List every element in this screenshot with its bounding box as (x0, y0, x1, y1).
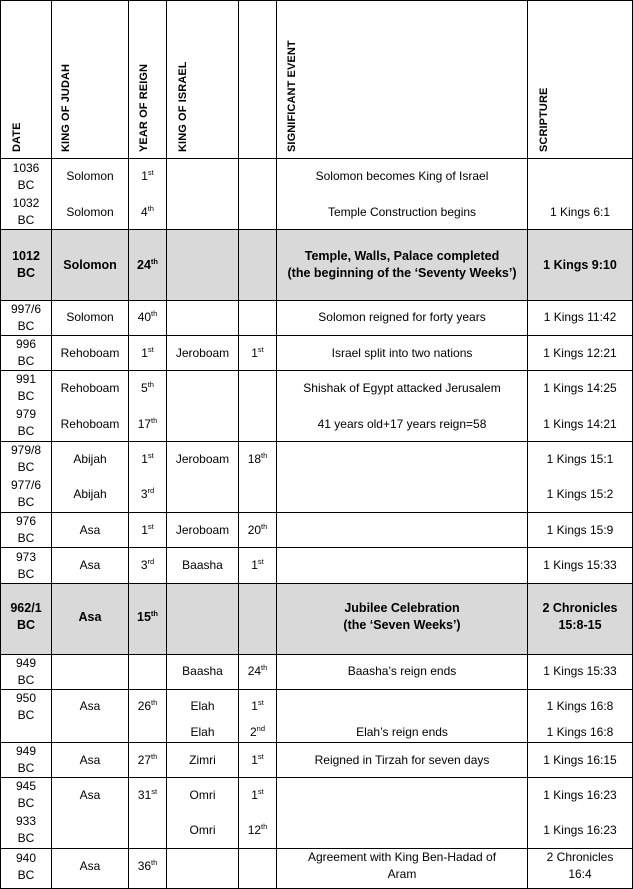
king-israel-cell: Baasha (182, 664, 223, 678)
date-cell: 945 BC (15, 779, 37, 810)
king-israel-cell: Omri (189, 788, 216, 802)
event-cell: Solomon reigned for forty years (318, 310, 486, 324)
event-cell: Shishak of Egypt attacked Jerusalem (303, 381, 501, 395)
date-cell: 949 BC (15, 656, 37, 687)
date-cell: 991 BC (15, 372, 37, 403)
israel-year-cell: 1st (251, 345, 264, 360)
event-cell: Agreement with King Ben-Hadad of Aram (307, 850, 497, 881)
king-judah-cell: Rehoboam (60, 346, 120, 360)
event-cell: Jubilee Celebration (the ‘Seven Weeks’) (343, 601, 461, 632)
date-cell: 977/6 BC (10, 478, 42, 509)
king-judah-cell: Solomon (66, 169, 114, 183)
event-cell: Solomon becomes King of Israel (315, 169, 489, 183)
king-judah-cell: Asa (79, 523, 101, 537)
year-cell: 26th (137, 698, 158, 713)
king-israel-cell: Zimri (189, 753, 216, 767)
year-cell: 24th (137, 257, 158, 272)
event-cell: Baasha’s reign ends (347, 664, 457, 678)
scripture-cell: 1 Kings 15:2 (546, 487, 614, 501)
scripture-cell: 1 Kings 16:23 (543, 823, 617, 837)
year-cell: 3rd (140, 486, 155, 501)
israel-year-cell: 1st (251, 557, 264, 572)
israel-year-cell: 1st (251, 787, 264, 802)
scripture-cell: 1 Kings 15:1 (546, 452, 614, 466)
king-judah-cell: Solomon (66, 310, 114, 324)
date-cell: 1012 BC (12, 249, 40, 280)
king-judah-cell: Abijah (73, 452, 107, 466)
king-israel-cell: Baasha (182, 558, 223, 572)
israel-year-cell: 12th (247, 822, 268, 837)
date-cell: 973 BC (15, 550, 37, 581)
date-cell: 949 BC (15, 744, 37, 775)
scripture-cell: 1 Kings 6:1 (549, 205, 611, 219)
date-cell: 979/8 BC (10, 443, 42, 474)
event-cell: Elah’s reign ends (356, 725, 448, 739)
year-cell: 1st (141, 345, 154, 360)
israel-year-cell: 1st (251, 752, 264, 767)
king-judah-cell: Solomon (66, 205, 114, 219)
israel-year-cell: 2nd (249, 724, 266, 739)
king-judah-cell: Solomon (63, 258, 117, 272)
king-israel-cell: Elah (190, 725, 215, 739)
israel-year-cell: 1st (251, 698, 264, 713)
king-judah-cell: Abijah (73, 487, 107, 501)
king-israel-cell: Jeroboam (175, 452, 230, 466)
date-cell: 996 BC (15, 337, 37, 368)
date-cell: 979 BC (15, 407, 37, 438)
scripture-cell: 1 Kings 16:23 (543, 788, 617, 802)
king-judah-cell: Asa (78, 610, 102, 624)
header-year-of-reign: YEAR OF REIGN (138, 63, 150, 152)
king-judah-cell: Asa (79, 558, 101, 572)
year-cell: 1st (141, 522, 154, 537)
header-king-of-israel: KING OF ISRAEL (177, 61, 189, 152)
date-cell: 997/6 BC (10, 302, 42, 333)
year-cell: 3rd (140, 557, 155, 572)
israel-year-cell: 20th (247, 522, 268, 537)
king-israel-cell: Elah (190, 699, 215, 713)
event-cell: Israel split into two nations (331, 346, 473, 360)
scripture-cell: 1 Kings 15:9 (546, 523, 614, 537)
king-judah-cell: Rehoboam (60, 417, 120, 431)
scripture-cell: 2 Chronicles 15:8-15 (542, 601, 618, 632)
scripture-cell: 1 Kings 15:33 (543, 664, 617, 678)
date-cell: 950 BC (15, 691, 37, 722)
event-cell: Temple, Walls, Palace completed (the beginning of the ‘Seventy Weeks’) (287, 249, 517, 280)
year-cell: 17th (137, 416, 158, 431)
scripture-cell: 1 Kings 16:15 (543, 753, 617, 767)
date-cell: 976 BC (15, 514, 37, 545)
king-judah-cell: Asa (79, 788, 101, 802)
event-cell: Temple Construction begins (327, 205, 477, 219)
scripture-cell: 1 Kings 11:42 (543, 310, 617, 324)
date-cell: 933 BC (15, 814, 37, 845)
king-judah-cell: Asa (79, 859, 101, 873)
date-cell: 1036 BC (12, 161, 40, 192)
scripture-cell: 2 Chronicles 16:4 (546, 850, 614, 881)
scripture-cell: 1 Kings 12:21 (543, 346, 617, 360)
header-significant-event: SIGNIFICANT EVENT (286, 40, 298, 152)
year-cell: 1st (141, 451, 154, 466)
date-cell: 962/1 BC (10, 601, 42, 632)
event-cell: 41 years old+17 years reign=58 (317, 417, 487, 431)
king-israel-cell: Jeroboam (175, 523, 230, 537)
scripture-cell: 1 Kings 16:8 (546, 725, 614, 739)
year-cell: 15th (137, 609, 158, 624)
scripture-cell: 1 Kings 14:25 (543, 381, 617, 395)
year-cell: 1st (141, 168, 154, 183)
year-cell: 36th (137, 858, 158, 873)
header-scripture: SCRIPTURE (538, 87, 550, 152)
header-king-of-judah: KING OF JUDAH (60, 63, 72, 152)
israel-year-cell: 18th (247, 451, 268, 466)
scripture-cell: 1 Kings 15:33 (543, 558, 617, 572)
year-cell: 4th (141, 204, 154, 219)
israel-year-cell: 24th (247, 663, 268, 678)
king-israel-cell: Jeroboam (175, 346, 230, 360)
scripture-cell: 1 Kings 9:10 (543, 258, 617, 272)
date-cell: 1032 BC (12, 196, 40, 227)
year-cell: 27th (137, 752, 158, 767)
scripture-cell: 1 Kings 14:21 (543, 417, 617, 431)
king-judah-cell: Rehoboam (60, 381, 120, 395)
king-israel-cell: Omri (189, 823, 216, 837)
year-cell: 40th (137, 309, 158, 324)
header-date: DATE (11, 122, 23, 152)
king-judah-cell: Asa (79, 753, 101, 767)
date-cell: 940 BC (15, 851, 37, 882)
year-cell: 31st (137, 787, 158, 802)
scripture-cell: 1 Kings 16:8 (546, 699, 614, 713)
event-cell: Reigned in Tirzah for seven days (314, 753, 490, 767)
year-cell: 5th (141, 380, 154, 395)
king-judah-cell: Asa (79, 699, 101, 713)
